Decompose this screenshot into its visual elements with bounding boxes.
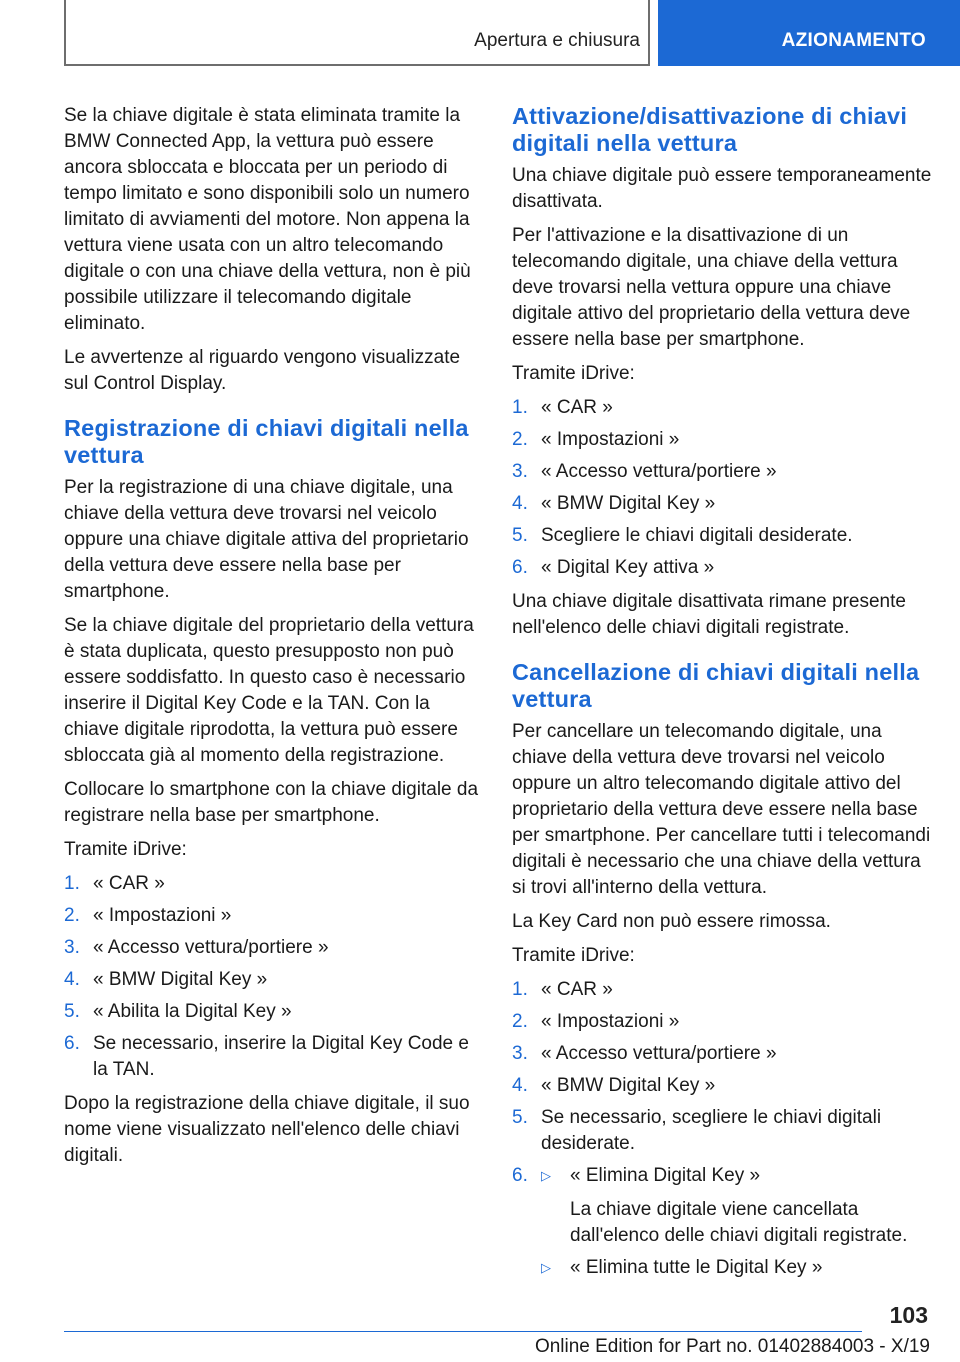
- step-text: Se necessario, inserire la Digital Key Code e la TAN.: [93, 1033, 469, 1080]
- footer-rule: [64, 1331, 862, 1332]
- activation-steps: [512, 395, 932, 581]
- list-item: [512, 1041, 932, 1067]
- list-item: [64, 935, 484, 961]
- paragraph: Per l'attivazione e la disattivazione di un telecomando digitale, una chiave della vettura deve trovarsi nella vettura oppure una chiave digitale attivo del proprietario della vettura deve essere nella base per smartphone.: [512, 225, 911, 350]
- list-item: [512, 427, 932, 453]
- footer-edition: Online Edition for Part no. 01402884003 - X/19: [534, 1336, 930, 1357]
- step-text: « Digital Key attiva »: [541, 557, 715, 578]
- list-item: [512, 459, 932, 485]
- step-text: « CAR »: [541, 979, 613, 1000]
- page-number: 103: [889, 1302, 928, 1328]
- paragraph: Tramite iDrive:: [512, 363, 635, 384]
- step-number: 3.: [64, 937, 80, 958]
- paragraph: Una chiave digitale disattivata rimane presente nell'elenco delle chiavi digitali registrate.: [512, 591, 906, 638]
- right-column: [512, 103, 932, 1289]
- step-number: 4.: [512, 1075, 528, 1096]
- header-rule-right: [648, 0, 650, 66]
- step-number: 5.: [64, 1001, 80, 1022]
- step-text: « Accesso vettura/portiere »: [93, 937, 329, 958]
- list-item: [64, 967, 484, 993]
- step-text: « CAR »: [93, 873, 165, 894]
- step-number: 2.: [64, 905, 80, 926]
- list-item: [512, 1073, 932, 1099]
- section-heading-deletion: Cancellazione di chiavi digitali nella vettura: [512, 659, 920, 712]
- paragraph: La Key Card non può essere rimossa.: [512, 911, 831, 932]
- step-text: « Impostazioni »: [541, 429, 680, 450]
- list-item: [512, 555, 932, 581]
- paragraph: Una chiave digitale può essere temporaneamente disattivata.: [512, 165, 932, 212]
- step-text: « Abilita la Digital Key »: [93, 1001, 292, 1022]
- list-item: [64, 903, 484, 929]
- section-heading-registration: Registrazione di chiavi digitali nella vettura: [64, 415, 469, 468]
- delete-options: [541, 1163, 932, 1281]
- step-text: Se necessario, scegliere le chiavi digitali desiderate.: [541, 1107, 882, 1154]
- header-section-title: Apertura e chiusura: [474, 30, 640, 51]
- step-text: « Impostazioni »: [541, 1011, 680, 1032]
- list-item: [512, 523, 932, 549]
- header-rule-left: [64, 0, 66, 66]
- paragraph: Collocare lo smartphone con la chiave digitale da registrare nella base per smartphone.: [64, 779, 479, 826]
- header-chapter-tab: AZIONAMENTO: [658, 0, 960, 66]
- step-text: « BMW Digital Key »: [541, 493, 716, 514]
- triangle-bullet-icon: ▷: [541, 1168, 551, 1183]
- paragraph: Le avvertenze al riguardo vengono visualizzate sul Control Display.: [64, 347, 461, 394]
- paragraph: Se la chiave digitale del proprietario della vettura è stata duplicata, questo presupposto non può essere soddisfatto. In questo caso è necessario inserire il Digital Key Code e la TAN. Con la chiave digitale riprodotta, la vettura può essere sbloccata già al momento della registrazione.: [64, 615, 474, 766]
- paragraph: Se la chiave digitale è stata eliminata tramite la BMW Connected App, la vettura può essere ancora sbloccata e bloccata per un periodo di tempo limitato e sono disponibili solo un numero limitato di avviamenti del motore. Non appena la vettura viene usata con un altro telecomando digitale o con una chiave della vettura, non è più possibile utilizzare il telecomando digitale eliminato.: [64, 105, 471, 334]
- paragraph: Tramite iDrive:: [64, 839, 187, 860]
- step-text: « Elimina Digital Key »: [570, 1165, 761, 1186]
- list-item: [64, 871, 484, 897]
- paragraph: Per cancellare un telecomando digitale, una chiave della vettura deve trovarsi nel veicolo oppure un altro telecomando digitale attivo del proprietario della vettura deve essere nella base per smartphone. Per cancellare tutti i telecomandi digitali è necessario che una chiave della vettura si trovi all'interno della vettura.: [512, 721, 931, 898]
- step-text: « BMW Digital Key »: [93, 969, 268, 990]
- list-item: [512, 395, 932, 421]
- paragraph: Dopo la registrazione della chiave digitale, il suo nome viene visualizzato nell'elenco delle chiavi digitali.: [64, 1093, 470, 1166]
- step-text: « Impostazioni »: [93, 905, 232, 926]
- triangle-bullet-icon: ▷: [541, 1260, 551, 1275]
- step-number: 2.: [512, 429, 528, 450]
- deletion-steps: [512, 977, 932, 1281]
- step-description: La chiave digitale viene cancellata dall'elenco delle chiavi digitali registrate.: [570, 1199, 908, 1246]
- step-text: « Accesso vettura/portiere »: [541, 461, 777, 482]
- step-text: Scegliere le chiavi digitali desiderate.: [541, 525, 853, 546]
- header-rule-bottom: [64, 64, 650, 66]
- step-number: 5.: [512, 1107, 528, 1128]
- step-number: 6.: [512, 557, 528, 578]
- step-number: 6.: [512, 1165, 528, 1186]
- paragraph: Per la registrazione di una chiave digitale, una chiave della vettura deve trovarsi nel veicolo oppure una chiave digitale attiva del proprietario della vettura deve essere nella base per smartphone.: [64, 477, 469, 602]
- list-item: [512, 1009, 932, 1035]
- list-item: [512, 491, 932, 517]
- step-number: 1.: [512, 979, 528, 1000]
- list-item: [512, 1105, 932, 1157]
- registration-steps: [64, 871, 484, 1083]
- step-text: « CAR »: [541, 397, 613, 418]
- list-item: [64, 1031, 484, 1083]
- step-number: 4.: [64, 969, 80, 990]
- step-number: 3.: [512, 461, 528, 482]
- paragraph: Tramite iDrive:: [512, 945, 635, 966]
- step-text: « Elimina tutte le Digital Key »: [570, 1257, 823, 1278]
- step-text: « Accesso vettura/portiere »: [541, 1043, 777, 1064]
- page-header: [0, 0, 960, 66]
- list-item: [512, 1163, 932, 1281]
- step-number: 1.: [512, 397, 528, 418]
- list-item: [541, 1163, 932, 1249]
- step-text: « BMW Digital Key »: [541, 1075, 716, 1096]
- step-number: 3.: [512, 1043, 528, 1064]
- step-number: 4.: [512, 493, 528, 514]
- section-heading-activation: Attivazione/disattivazione di chiavi digitali nella vettura: [512, 103, 908, 156]
- step-number: 2.: [512, 1011, 528, 1032]
- list-item: [512, 977, 932, 1003]
- left-column: [64, 103, 484, 1177]
- step-number: 5.: [512, 525, 528, 546]
- step-number: 6.: [64, 1033, 80, 1054]
- list-item: [64, 999, 484, 1025]
- list-item: [541, 1255, 932, 1281]
- step-number: 1.: [64, 873, 80, 894]
